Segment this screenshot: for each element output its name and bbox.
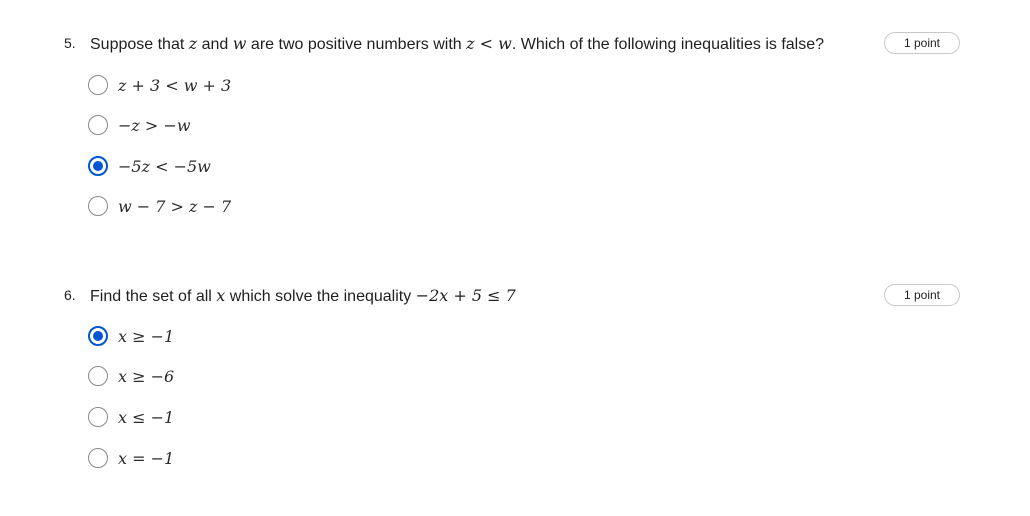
option-4[interactable] xyxy=(88,447,174,469)
option-label: x ≤ −1 xyxy=(118,407,175,427)
radio-button[interactable] xyxy=(88,366,108,386)
option-label: −z > −w xyxy=(118,115,191,135)
points-badge: 1 point xyxy=(884,284,960,306)
option-1[interactable] xyxy=(88,325,174,347)
option-4[interactable] xyxy=(88,195,231,217)
radio-button[interactable] xyxy=(88,75,108,95)
option-3[interactable] xyxy=(88,406,174,428)
radio-button[interactable] xyxy=(88,115,108,135)
radio-button-selected[interactable] xyxy=(88,156,108,176)
question-prompt: Find the set of all x which solve the inequality −2x + 5 ≤ 7 xyxy=(90,286,516,305)
question-number: 5. xyxy=(64,35,76,51)
option-2[interactable] xyxy=(88,114,191,136)
question-prompt: Suppose that z and w are two positive numbers with z < w. Which of the following inequalities is false? xyxy=(90,34,825,53)
option-label: x = −1 xyxy=(118,448,175,468)
option-3[interactable] xyxy=(88,155,211,177)
points-badge: 1 point xyxy=(884,32,960,54)
radio-button-selected[interactable] xyxy=(88,326,108,346)
option-1[interactable] xyxy=(88,74,231,96)
option-label: x ≥ −1 xyxy=(118,326,175,346)
question-number: 6. xyxy=(64,287,76,303)
radio-button[interactable] xyxy=(88,196,108,216)
option-label: z + 3 < w + 3 xyxy=(118,75,232,95)
radio-button[interactable] xyxy=(88,407,108,427)
option-label: x ≥ −6 xyxy=(118,366,175,386)
option-2[interactable] xyxy=(88,365,174,387)
option-label: w − 7 > z − 7 xyxy=(118,196,232,216)
radio-button[interactable] xyxy=(88,448,108,468)
option-label: −5z < −5w xyxy=(118,156,211,176)
